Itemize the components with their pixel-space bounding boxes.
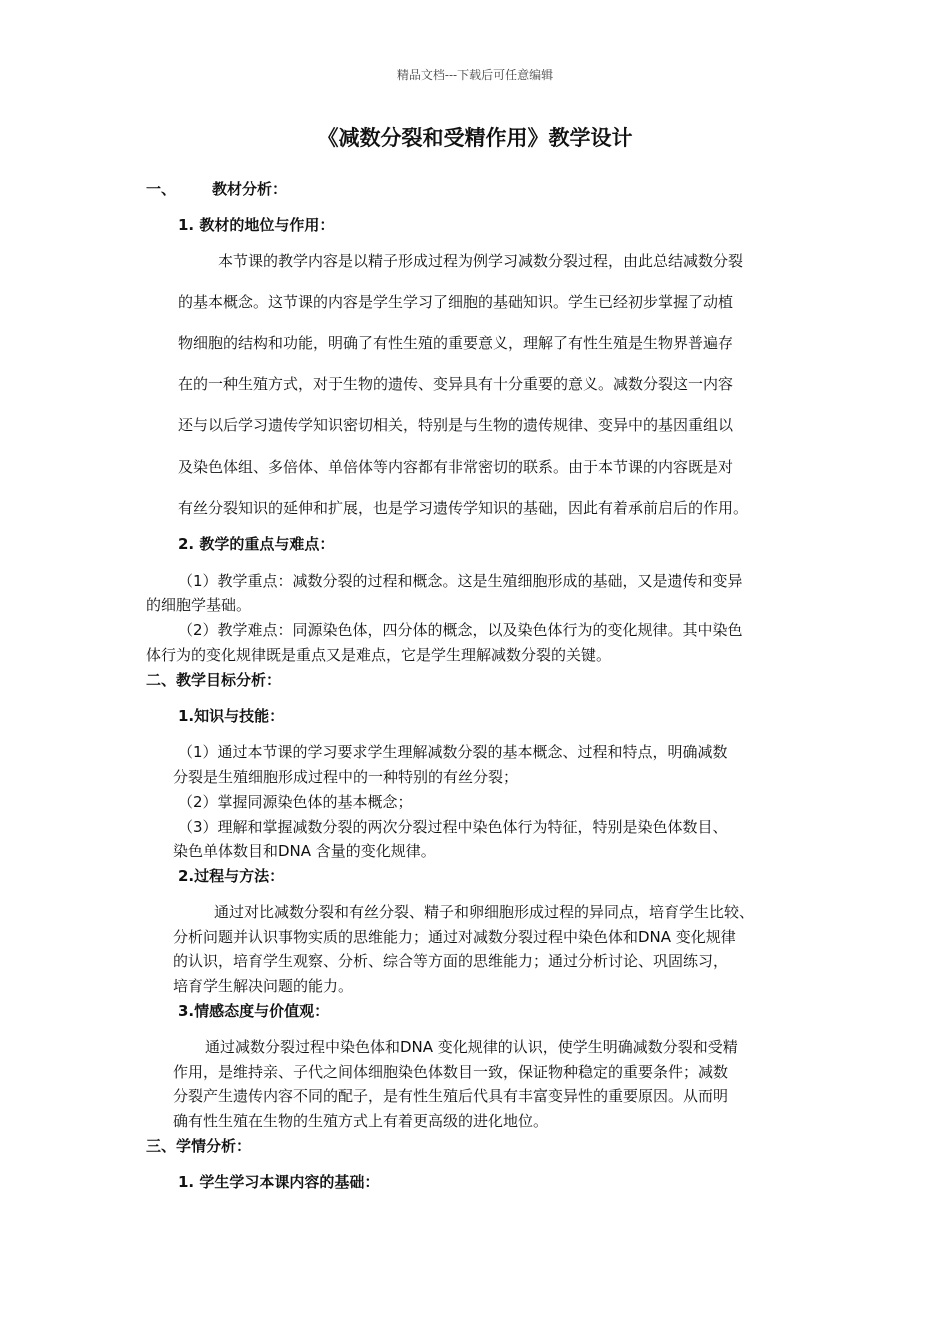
paragraph-line: （1）教学重点：减数分裂的过程和概念。这是生殖细胞形成的基础，又是遗传和变异 [178,572,743,590]
paragraph-line: （2）掌握同源染色体的基本概念； [178,793,413,811]
paragraph-line: 在的一种生殖方式，对于生物的遗传、变异具有十分重要的意义。减数分裂这一内容 [178,375,734,393]
paragraph-line: （2）教学难点：同源染色体，四分体的概念，以及染色体行为的变化规律。其中染色 [178,621,743,639]
subsection-2-2-heading: 2.过程与方法： [178,867,285,885]
paragraph-line: 分裂是生殖细胞形成过程中的一种特别的有丝分裂； [173,768,519,786]
subsection-3-1-heading: 1. 学生学习本课内容的基础： [178,1173,380,1191]
paragraph-line: 的认识，培育学生观察、分析、综合等方面的思维能力；通过分析讨论、巩固练习， [173,952,729,970]
section-1-title: 教材分析： [212,180,288,198]
page-header: 精品文档---下载后可任意编辑 [396,68,554,82]
document-title: 《减数分裂和受精作用》教学设计 [317,126,633,150]
paragraph-line: 分析问题并认识事物实质的思维能力；通过对减数分裂过程中染色体和DNA 变化规律 [173,928,736,946]
paragraph-line: 确有性生殖在生物的生殖方式上有着更高级的进化地位。 [173,1112,549,1130]
subsection-1-2-heading: 2. 教学的重点与难点： [178,535,335,553]
paragraph-line: 培育学生解决问题的能力。 [173,977,354,995]
paragraph-line: 分裂产生遗传内容不同的配子，是有性生殖后代具有丰富变异性的重要原因。从而明 [173,1087,729,1105]
paragraph-line: 通过对比减数分裂和有丝分裂、精子和卵细胞形成过程的异同点，培育学生比较、 [214,903,755,921]
paragraph-line: 通过减数分裂过程中染色体和DNA 变化规律的认识，使学生明确减数分裂和受精 [205,1038,738,1056]
paragraph-line: 有丝分裂知识的延伸和扩展，也是学习遗传学知识的基础，因此有着承前启后的作用。 [178,499,749,517]
paragraph-line: （1）通过本节课的学习要求学生理解减数分裂的基本概念、过程和特点，明确减数 [178,743,728,761]
paragraph-line: 的细胞学基础。 [146,596,252,614]
paragraph-line: 作用，是维持亲、子代之间体细胞染色体数目一致，保证物种稳定的重要条件；减数 [173,1063,729,1081]
paragraph-line: （3）理解和掌握减数分裂的两次分裂过程中染色体行为特征，特别是染色体数目、 [178,818,728,836]
subsection-1-1-heading: 1. 教材的地位与作用： [178,216,335,234]
paragraph-line: 体行为的变化规律既是重点又是难点，它是学生理解减数分裂的关键。 [146,646,612,664]
section-1-heading [146,178,287,199]
section-3-heading: 三、学情分析： [146,1137,252,1155]
paragraph-line: 物细胞的结构和功能，明确了有性生殖的重要意义，理解了有性生殖是生物界普遍存 [178,334,734,352]
paragraph-line: 染色单体数目和DNA 含量的变化规律。 [173,842,436,860]
paragraph-line: 的基本概念。这节课的内容是学生学习了细胞的基础知识。学生已经初步掌握了动植 [178,293,734,311]
section-2-heading: 二、教学目标分析： [146,671,282,689]
section-1-number: 一、 [146,180,177,198]
subsection-2-1-heading: 1.知识与技能： [178,707,285,725]
paragraph-line: 及染色体组、多倍体、单倍体等内容都有非常密切的联系。由于本节课的内容既是对 [178,458,734,476]
paragraph-line: 还与以后学习遗传学知识密切相关，特别是与生物的遗传规律、变异中的基因重组以 [178,416,734,434]
subsection-2-3-heading: 3.情感态度与价值观： [178,1002,330,1020]
paragraph-line: 本节课的教学内容是以精子形成过程为例学习减数分裂过程，由此总结减数分裂 [218,252,744,270]
